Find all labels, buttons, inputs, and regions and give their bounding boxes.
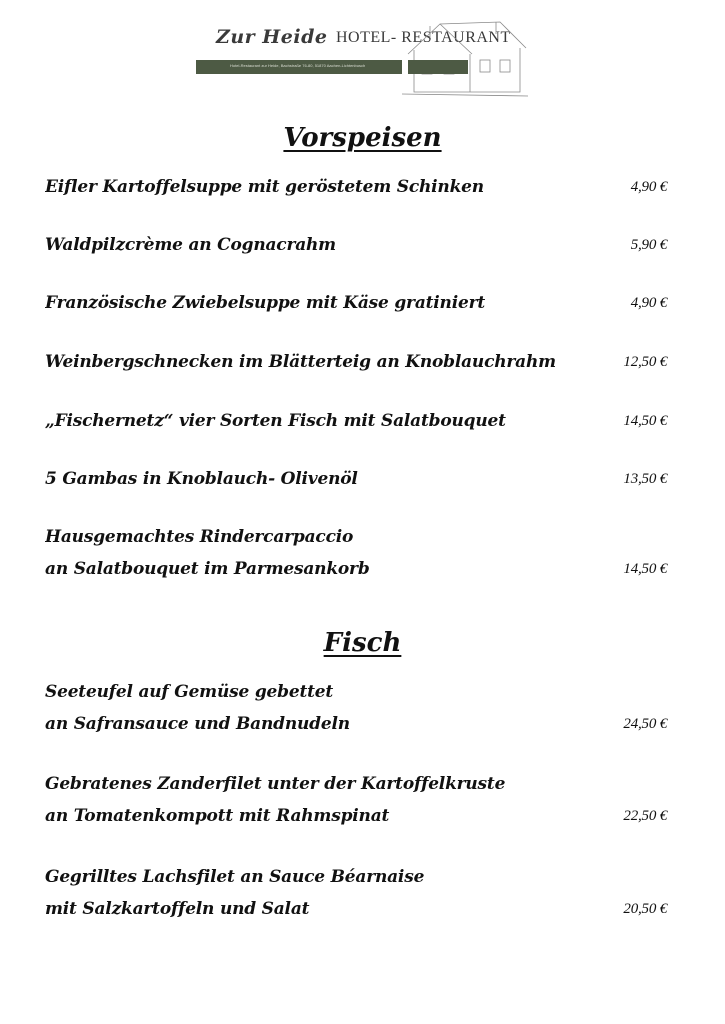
house-sketch-icon [400,14,530,100]
item-name: 5 Gambas in Knoblauch- Olivenöl [45,469,358,489]
section-title-fisch: Fisch [323,628,402,658]
item-name-line2: an Safransauce und Bandnudeln [45,714,350,734]
logo-subtitle: HOTEL- RESTAURANT [336,29,511,46]
menu-item [45,676,667,740]
item-name: Weinbergschnecken im Blätterteig an Knoblauchrahm [45,352,556,372]
item-price: 5,90 € [630,237,667,253]
menu-item [45,521,667,585]
item-name: Französische Zwiebelsuppe mit Käse gratiniert [45,293,485,313]
logo-brand: Zur Heide [216,26,328,48]
item-name: Hausgemachtes Rindercarpaccio [45,527,354,547]
item-name: Gebratenes Zanderfilet unter der Kartoffelkruste [45,774,506,794]
logo-banner-text: Hotel-Restaurant zur Heide, Bachstraße 76-80, 51870 Aachen-Lichtenbusch [230,63,366,68]
item-price: 4,90 € [630,179,667,195]
item-price: 13,50 € [623,471,667,487]
logo-banner [196,60,402,74]
section-title-vorspeisen: Vorspeisen [283,123,442,153]
menu-item [45,861,667,925]
item-price: 14,50 € [623,413,667,429]
item-name: Eifler Kartoffelsuppe mit geröstetem Schinken [45,177,484,197]
item-name: „Fischernetz“ vier Sorten Fisch mit Salatbouquet [45,411,506,431]
menu-item [45,287,667,319]
item-name-line2: an Tomatenkompott mit Rahmspinat [45,806,390,826]
restaurant-logo [196,14,530,100]
item-price: 4,90 € [630,295,667,311]
menu-item [45,229,667,261]
item-price: 12,50 € [623,354,667,370]
menu-item [45,346,667,378]
item-name-line2: an Salatbouquet im Parmesankorb [45,559,370,579]
item-name: Waldpilzcrème an Cognacrahm [45,235,336,255]
menu-item [45,463,667,495]
menu-item [45,768,667,832]
item-price: 22,50 € [623,808,667,824]
item-name-line2: mit Salzkartoffeln und Salat [45,899,310,919]
item-price: 24,50 € [623,716,667,732]
menu-item [45,171,667,203]
item-name: Seeteufel auf Gemüse gebettet [45,682,334,702]
item-price: 20,50 € [623,901,667,917]
menu-item [45,405,667,437]
item-name: Gegrilltes Lachsfilet an Sauce Béarnaise [45,867,425,887]
item-price: 14,50 € [623,561,667,577]
